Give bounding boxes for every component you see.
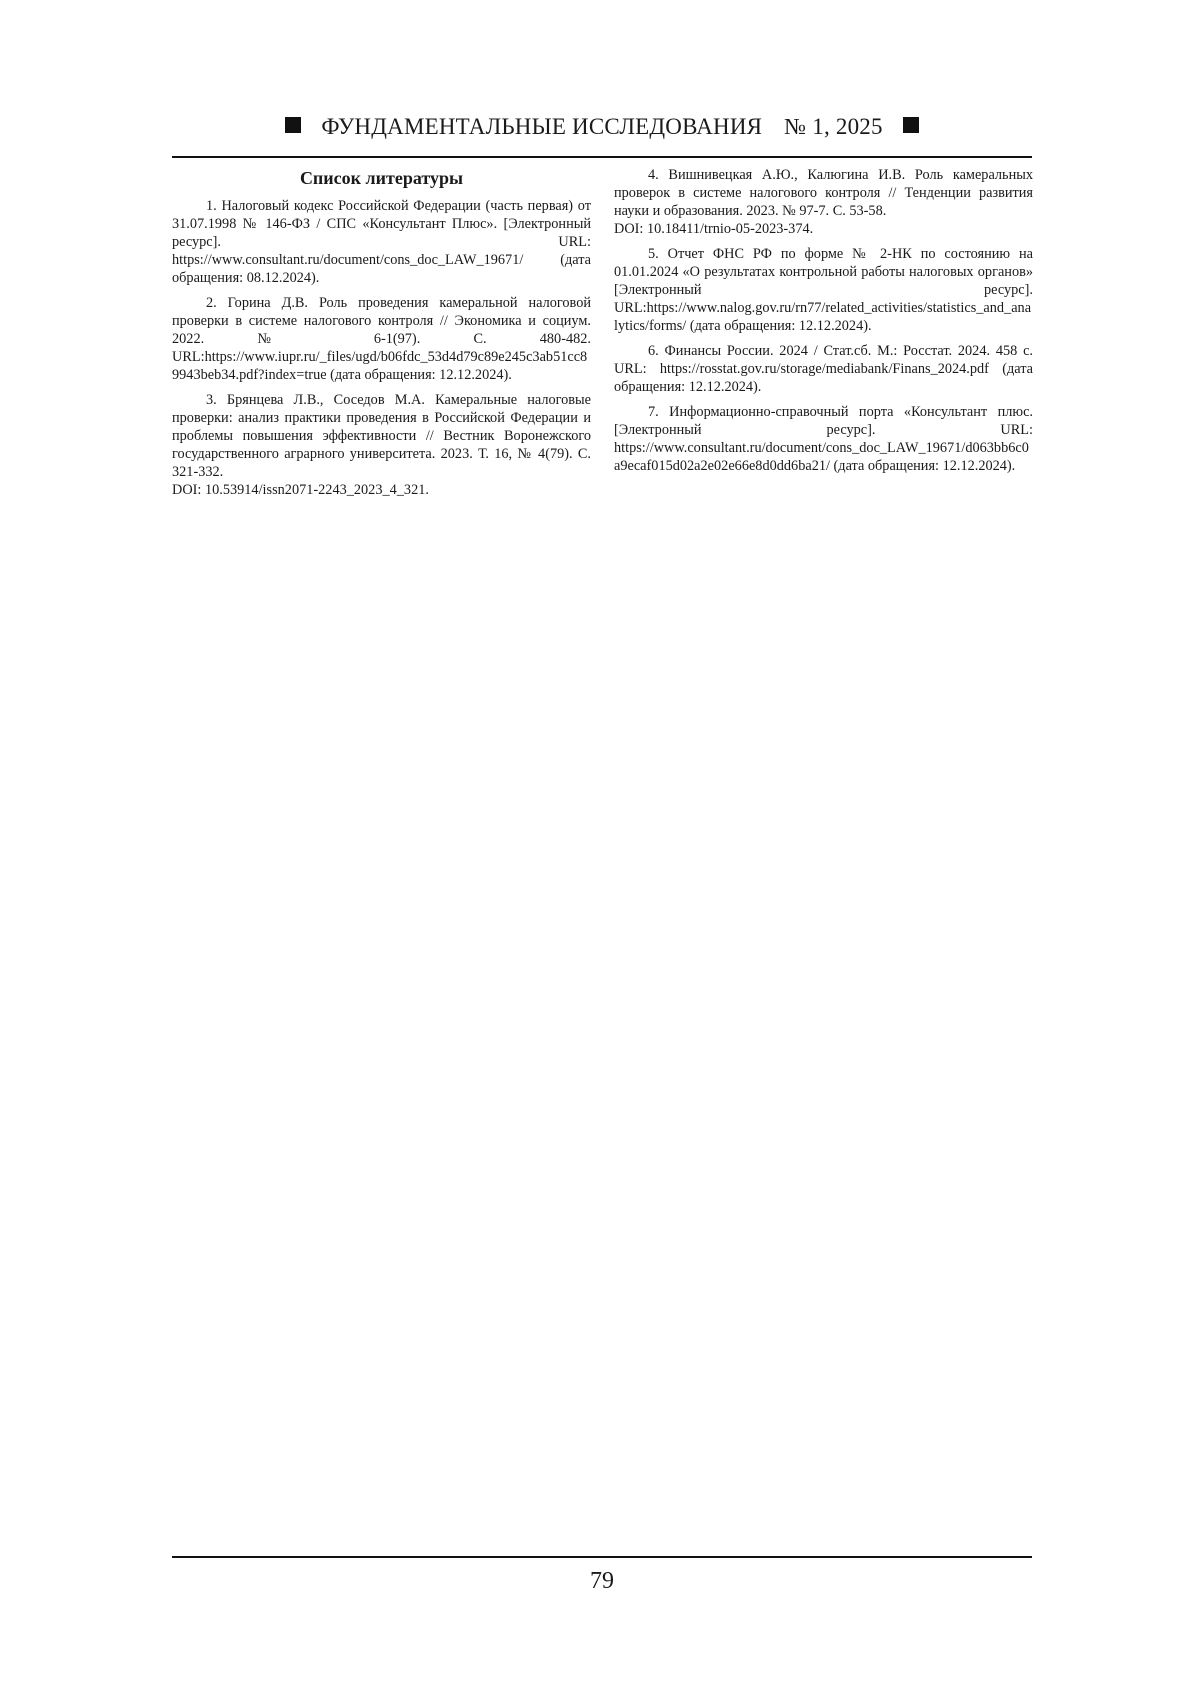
reference-text: 4. Вишнивецкая А.Ю., Калюгина И.В. Роль камеральных проверок в системе налогового контроля // Тенденции развития науки и образования. 2023. № 97-7. С. 53-58. <box>614 167 1033 219</box>
reference-text: 6. Финансы России. 2024 / Стат.сб. М.: Росстат. 2024. 458 с. URL: https://rosstat.gov.ru/storage/mediabank/Finans_2024.pdf (дата обращения: 12.12.2024). <box>614 343 1033 395</box>
header-square-left-icon <box>285 117 301 133</box>
page-number: 79 <box>590 1568 614 1594</box>
reference-item <box>172 391 591 499</box>
header-square-right-icon <box>903 117 919 133</box>
reference-doi: DOI: 10.18411/trnio-05-2023-374. <box>614 221 814 237</box>
footer-rule <box>172 1556 1032 1558</box>
journal-title: ФУНДАМЕНТАЛЬНЫЕ ИССЛЕДОВАНИЯ <box>321 114 763 139</box>
reference-item <box>172 197 591 287</box>
reference-item <box>614 166 1033 238</box>
reference-text: 3. Брянцева Л.В., Соседов М.А. Камеральные налоговые проверки: анализ практики проведения в Российской Федерации и проблемы повышения эффективности // Вестник Воронежского государственного аграрного университета. 2023. Т. 16, № 4(79). С. 321-332. <box>172 392 591 480</box>
running-header <box>172 112 1032 142</box>
references-heading: Список литературы <box>299 168 464 188</box>
references-column-left <box>172 166 591 506</box>
reference-text: 2. Горина Д.В. Роль проведения камеральной налоговой проверки в системе налогового контроля // Экономика и социум. 2022. № 6-1(97). С. 480-482. URL:https://www.iupr.ru/_files/ugd/b06fdc_53d4d79c89e245c3ab51cc89943beb34.pdf?index=true (дата обращения: 12.12.2024). <box>172 295 591 383</box>
reference-item <box>614 245 1033 335</box>
issue-number: № 1, 2025 <box>784 114 883 139</box>
reference-item <box>614 403 1033 475</box>
reference-text: 5. Отчет ФНС РФ по форме № 2-НК по состоянию на 01.01.2024 «О результатах контрольной работы налоговых органов» [Электронный ресурс]. URL:https://www.nalog.gov.ru/rn77/related_activities/statistics_and_analytics/forms/ (дата обращения: 12.12.2024). <box>614 246 1033 334</box>
references-column-right <box>614 166 1033 482</box>
reference-text: 7. Информационно-справочный порта «Консультант плюс. [Электронный ресурс]. URL: https://www.consultant.ru/document/cons_doc_LAW_19671/d063bb6c0a9ecaf015d02a2e02e66e8d0dd6ba21/ (дата обращения: 12.12.2024). <box>614 404 1033 474</box>
reference-text: 1. Налоговый кодекс Российской Федерации (часть первая) от 31.07.1998 № 146-ФЗ / СПС «Консультант Плюс». [Электронный ресурс]. URL: https://www.consultant.ru/document/cons_doc_LAW_19671/ (дата обращения: 08.12.2024). <box>172 198 591 286</box>
reference-item <box>172 294 591 384</box>
reference-item <box>614 342 1033 396</box>
reference-doi: DOI: 10.53914/issn2071-2243_2023_4_321. <box>172 482 429 498</box>
header-rule <box>172 156 1032 158</box>
